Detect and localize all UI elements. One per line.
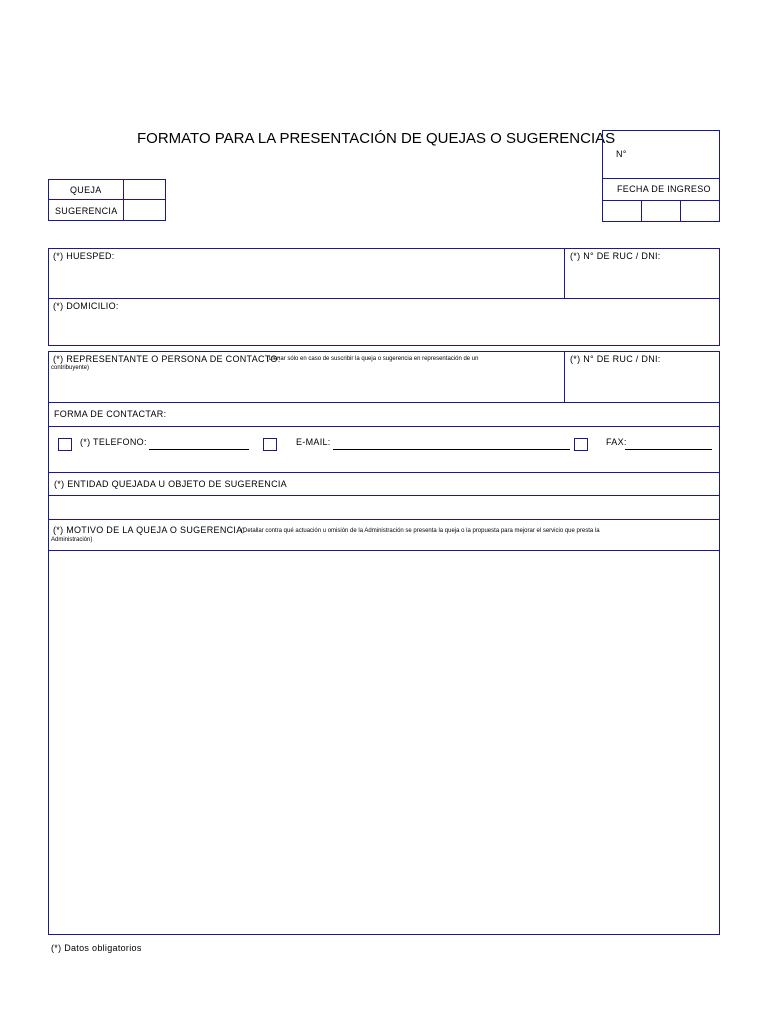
representante-note-line1: (Llenar sólo en caso de suscribir la queja o sugerencia en representación de un: [267, 356, 479, 362]
ruc-dni-field-1[interactable]: [566, 263, 718, 297]
motivo-note-line1: (Detallar contra qué actuación u omisión de la Administración se presenta la queja o la propuesta para mejorar el servicio que presta la: [241, 528, 600, 534]
ruc-dni-field-2[interactable]: [566, 366, 718, 401]
queja-label: QUEJA: [70, 185, 102, 195]
numero-label: N°: [616, 149, 627, 159]
sugerencia-checkbox-cell[interactable]: [124, 200, 165, 220]
fax-input-line[interactable]: [625, 449, 712, 450]
huesped-label: (*) HUESPED:: [53, 251, 115, 261]
huesped-field[interactable]: [50, 263, 562, 297]
telefono-label: (*) TELEFONO:: [80, 437, 147, 447]
form-title: FORMATO PARA LA PRESENTACIÓN DE QUEJAS O SUGERENCIAS: [137, 130, 616, 147]
fecha-ingreso-label: FECHA DE INGRESO: [617, 184, 711, 194]
representante-note: [267, 356, 478, 362]
sugerencia-label: SUGERENCIA: [55, 206, 118, 216]
domicilio-label: (*) DOMICILIO:: [53, 301, 119, 311]
domicilio-field[interactable]: [50, 313, 718, 345]
fecha-anio-cell[interactable]: [681, 201, 719, 221]
representante-field[interactable]: [50, 373, 562, 401]
fax-checkbox[interactable]: [574, 438, 588, 451]
entidad-label: (*) ENTIDAD QUEJADA U OBJETO DE SUGERENCIA: [54, 479, 287, 489]
telefono-input-line[interactable]: [149, 449, 249, 450]
ruc-dni-label-1: (*) N° DE RUC / DNI:: [570, 251, 661, 261]
footer-note: (*) Datos obligatorios: [51, 943, 142, 953]
fecha-dia-cell[interactable]: [603, 201, 641, 221]
queja-checkbox-cell[interactable]: [124, 180, 165, 199]
fax-label: FAX:: [606, 437, 627, 447]
representante-note-line2: contribuyente): [51, 365, 90, 371]
representante-label-text: (*) REPRESENTANTE O PERSONA DE CONTACTO:: [53, 354, 281, 364]
email-checkbox[interactable]: [263, 438, 277, 451]
email-input-line[interactable]: [333, 449, 570, 450]
fecha-mes-cell[interactable]: [642, 201, 680, 221]
entidad-field[interactable]: [50, 497, 718, 518]
complaint-type-box: [48, 179, 166, 221]
registry-box: [602, 130, 720, 222]
telefono-checkbox[interactable]: [58, 438, 72, 451]
motivo-label: (*) MOTIVO DE LA QUEJA O SUGERENCIA:: [53, 525, 246, 535]
email-label: E-MAIL:: [296, 437, 331, 447]
forma-contactar-label: FORMA DE CONTACTAR:: [54, 409, 167, 419]
motivo-note-line2: Administración): [51, 537, 93, 543]
ruc-dni-label-2: (*) N° DE RUC / DNI:: [570, 354, 661, 364]
motivo-field[interactable]: [50, 552, 718, 933]
representante-label: [53, 354, 281, 364]
